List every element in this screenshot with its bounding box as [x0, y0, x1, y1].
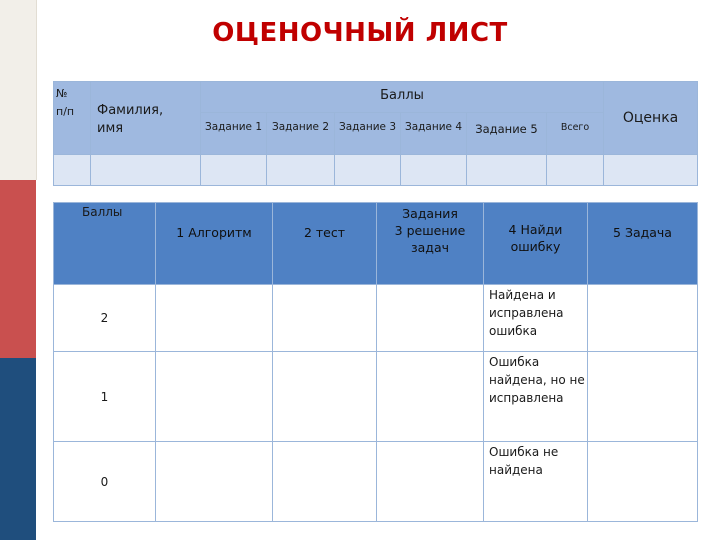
- header-number: [54, 82, 91, 155]
- criteria-header-task-4: [484, 203, 588, 285]
- criteria-header-points: Баллы: [54, 203, 156, 285]
- header-number-line2: п/п: [56, 105, 75, 118]
- criteria-cell-task-5[interactable]: [588, 442, 698, 522]
- cell-name[interactable]: [91, 155, 201, 186]
- criteria-cell-task-1[interactable]: [156, 352, 273, 442]
- criteria-cell-task-4: Найдена и исправлена ошибка: [484, 285, 588, 352]
- decor-stripe-blue: [0, 358, 36, 540]
- header-task-4: Задание 4: [401, 113, 467, 155]
- cell-number[interactable]: [54, 155, 91, 186]
- criteria-cell-task-2[interactable]: [273, 352, 377, 442]
- criteria-header-task-5: 5 Задача: [588, 203, 698, 285]
- criteria-cell-task-1[interactable]: [156, 442, 273, 522]
- criteria-header-task-3-line2: 3 решение: [394, 223, 466, 238]
- cell-task-4[interactable]: [401, 155, 467, 186]
- criteria-cell-task-1[interactable]: [156, 285, 273, 352]
- header-task-2: Задание 2: [267, 113, 335, 155]
- header-name-line1: Фамилия,: [97, 103, 164, 118]
- decor-stripe-red: [0, 180, 36, 358]
- header-task-1: Задание 1: [201, 113, 267, 155]
- cell-task-1[interactable]: [201, 155, 267, 186]
- header-task-3: Задание 3: [335, 113, 401, 155]
- cell-task-3[interactable]: [335, 155, 401, 186]
- criteria-cell-task-2[interactable]: [273, 442, 377, 522]
- criteria-header-task-2: 2 тест: [273, 203, 377, 285]
- table-row: [54, 285, 698, 352]
- header-task-5: Задание 5: [467, 113, 547, 155]
- header-total: Всего: [547, 113, 604, 155]
- criteria-cell-task-5[interactable]: [588, 285, 698, 352]
- student-score-table: [53, 81, 698, 186]
- table-row: [54, 155, 698, 186]
- criteria-table: [53, 202, 698, 522]
- header-grade: Оценка: [604, 82, 698, 155]
- criteria-cell-task-3[interactable]: [377, 285, 484, 352]
- criteria-header-task-3-line3: задач: [411, 240, 449, 255]
- criteria-cell-task-3[interactable]: [377, 442, 484, 522]
- table-row: [54, 352, 698, 442]
- criteria-row-points: 0: [54, 442, 156, 522]
- criteria-cell-task-5[interactable]: [588, 352, 698, 442]
- cell-total[interactable]: [547, 155, 604, 186]
- page-title: ОЦЕНОЧНЫЙ ЛИСТ: [212, 18, 508, 48]
- criteria-row-points: 2: [54, 285, 156, 352]
- criteria-row-points: 1: [54, 352, 156, 442]
- criteria-header-task-3-line1: Задания: [402, 206, 458, 221]
- header-name: [91, 82, 201, 155]
- criteria-header-task-1: 1 Алгоритм: [156, 203, 273, 285]
- header-points: Баллы: [201, 82, 604, 113]
- cell-task-2[interactable]: [267, 155, 335, 186]
- criteria-cell-task-4: Ошибка найдена, но не исправлена: [484, 352, 588, 442]
- criteria-cell-task-2[interactable]: [273, 285, 377, 352]
- criteria-header-task-3: [377, 203, 484, 285]
- header-name-line2: имя: [97, 121, 124, 136]
- criteria-cell-task-3[interactable]: [377, 352, 484, 442]
- criteria-header-task-4-line1: 4 Найди: [508, 222, 563, 237]
- cell-task-5[interactable]: [467, 155, 547, 186]
- cell-grade[interactable]: [604, 155, 698, 186]
- criteria-cell-task-4: Ошибка не найдена: [484, 442, 588, 522]
- table-row: [54, 442, 698, 522]
- header-number-line1: №: [56, 87, 68, 100]
- criteria-header-task-4-line2: ошибку: [510, 239, 561, 254]
